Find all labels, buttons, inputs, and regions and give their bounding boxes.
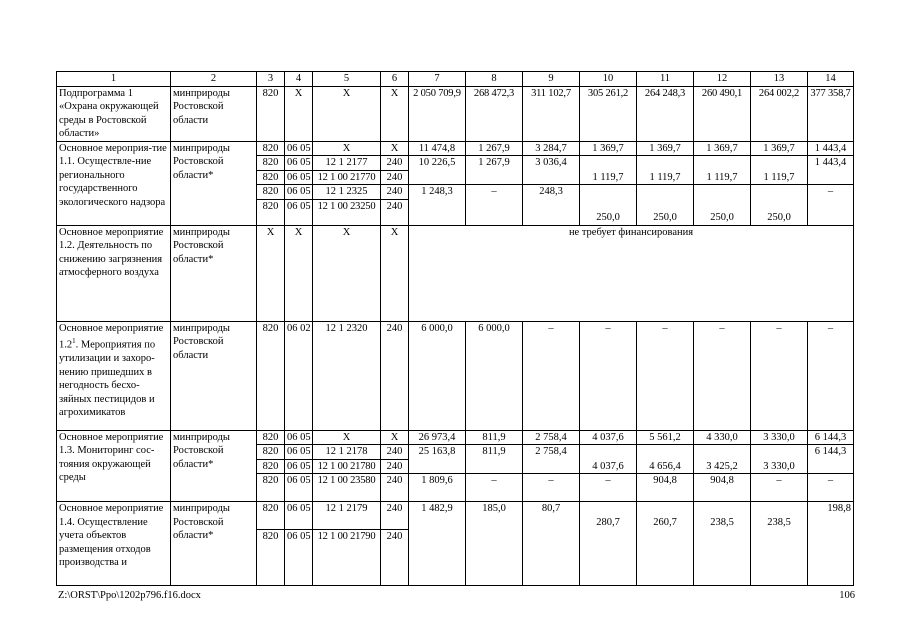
table-row bbox=[57, 225, 854, 321]
cell-grbs: X bbox=[257, 225, 285, 321]
cell-value: 1 369,7 bbox=[580, 141, 637, 156]
cell-value: 11 474,8 bbox=[409, 141, 466, 156]
cell-value: 260,7 bbox=[637, 502, 694, 586]
col-header: 5 bbox=[313, 72, 381, 87]
cell-value: 1 482,9 bbox=[409, 502, 466, 586]
cell-value: – bbox=[808, 474, 854, 502]
col-header: 10 bbox=[580, 72, 637, 87]
cell-rzpr: 06 05 bbox=[285, 474, 313, 502]
cell-value: 3 284,7 bbox=[523, 141, 580, 156]
cell-value: 1 443,4 bbox=[808, 156, 854, 185]
cell-vr: 240 bbox=[381, 445, 409, 460]
cell-grbs: 820 bbox=[257, 86, 285, 141]
cell-csr: 12 1 00 21790 bbox=[313, 530, 381, 586]
cell-csr: X bbox=[313, 141, 381, 156]
cell-grbs: 820 bbox=[257, 530, 285, 586]
cell-value: 268 472,3 bbox=[466, 86, 523, 141]
budget-table bbox=[56, 71, 854, 586]
cell-grbs: 820 bbox=[257, 170, 285, 185]
executor: минприроды Ростовской области bbox=[171, 86, 257, 141]
cell-value: – bbox=[808, 321, 854, 430]
cell-value: 1 809,6 bbox=[409, 474, 466, 502]
cell-grbs: 820 bbox=[257, 474, 285, 502]
item-name: Основное мероприя-тие 1.1. Осуществле-ние регионального государственного экологического надзора bbox=[57, 141, 171, 225]
table-row bbox=[57, 502, 854, 530]
cell-value: 3 036,4 bbox=[523, 156, 580, 185]
cell-vr: X bbox=[381, 225, 409, 321]
cell-value: 1 119,7 bbox=[694, 156, 751, 185]
cell-value: 1 119,7 bbox=[637, 156, 694, 185]
executor: минприроды Ростовской области bbox=[171, 321, 257, 430]
cell-value: 4 656,4 bbox=[637, 445, 694, 474]
cell-value: 238,5 bbox=[751, 502, 808, 586]
cell-rzpr: 06 05 bbox=[285, 199, 313, 225]
cell-value: – bbox=[466, 185, 523, 226]
col-header: 1 bbox=[57, 72, 171, 87]
cell-vr: 240 bbox=[381, 185, 409, 200]
cell-value: 260 490,1 bbox=[694, 86, 751, 141]
executor: минприроды Ростовской области* bbox=[171, 225, 257, 321]
cell-vr: X bbox=[381, 86, 409, 141]
cell-value: 238,5 bbox=[694, 502, 751, 586]
cell-value: 4 330,0 bbox=[694, 430, 751, 445]
file-path: Z:\ORST\Ppo\1202p796.f16.docx bbox=[58, 590, 201, 601]
executor: минприроды Ростовской области* bbox=[171, 430, 257, 502]
cell-csr: 12 1 00 23580 bbox=[313, 474, 381, 502]
col-header: 14 bbox=[808, 72, 854, 87]
cell-csr: 12 1 2177 bbox=[313, 156, 381, 171]
cell-value: 10 226,5 bbox=[409, 156, 466, 185]
cell-value: 264 248,3 bbox=[637, 86, 694, 141]
cell-grbs: 820 bbox=[257, 185, 285, 200]
cell-value: 3 425,2 bbox=[694, 445, 751, 474]
cell-value: – bbox=[751, 474, 808, 502]
cell-csr: 12 1 2178 bbox=[313, 445, 381, 460]
cell-value: – bbox=[580, 474, 637, 502]
cell-vr: X bbox=[381, 141, 409, 156]
table-row bbox=[57, 141, 854, 156]
cell-value: 5 561,2 bbox=[637, 430, 694, 445]
cell-rzpr: X bbox=[285, 86, 313, 141]
col-header: 3 bbox=[257, 72, 285, 87]
cell-vr: 240 bbox=[381, 502, 409, 530]
item-name-sup: 1 bbox=[72, 337, 76, 345]
cell-rzpr: 06 05 bbox=[285, 156, 313, 171]
col-header: 13 bbox=[751, 72, 808, 87]
cell-value: – bbox=[808, 185, 854, 226]
cell-value: – bbox=[523, 474, 580, 502]
item-name: Основное мероприятие 1.2. Деятельность по снижению загрязнения атмосферного воздуха bbox=[57, 225, 171, 321]
cell-value: – bbox=[580, 321, 637, 430]
cell-value: 1 267,9 bbox=[466, 156, 523, 185]
cell-value: 6 000,0 bbox=[466, 321, 523, 430]
cell-value: 2 758,4 bbox=[523, 430, 580, 445]
cell-value: 1 119,7 bbox=[751, 156, 808, 185]
cell-csr: 12 1 2179 bbox=[313, 502, 381, 530]
header-row bbox=[57, 72, 854, 87]
col-header: 2 bbox=[171, 72, 257, 87]
cell-value: 6 144,3 bbox=[808, 445, 854, 474]
cell-value: 248,3 bbox=[523, 185, 580, 226]
cell-csr: 12 1 00 21770 bbox=[313, 170, 381, 185]
cell-vr: 240 bbox=[381, 530, 409, 586]
cell-value: 198,8 bbox=[808, 502, 854, 586]
cell-rzpr: 06 05 bbox=[285, 430, 313, 445]
cell-grbs: 820 bbox=[257, 445, 285, 460]
cell-grbs: 820 bbox=[257, 459, 285, 474]
cell-value: – bbox=[694, 321, 751, 430]
page-number: 106 bbox=[839, 590, 855, 601]
cell-value: 250,0 bbox=[637, 185, 694, 226]
col-header: 7 bbox=[409, 72, 466, 87]
item-name bbox=[57, 321, 171, 430]
cell-value: – bbox=[751, 321, 808, 430]
cell-csr: 12 1 2320 bbox=[313, 321, 381, 430]
cell-value: 250,0 bbox=[751, 185, 808, 226]
cell-grbs: 820 bbox=[257, 141, 285, 156]
cell-csr: X bbox=[313, 225, 381, 321]
cell-csr: X bbox=[313, 430, 381, 445]
cell-value: 904,8 bbox=[694, 474, 751, 502]
cell-csr: X bbox=[313, 86, 381, 141]
cell-value: 264 002,2 bbox=[751, 86, 808, 141]
cell-value: 1 248,3 bbox=[409, 185, 466, 226]
cell-value: 377 358,7 bbox=[808, 86, 854, 141]
col-header: 12 bbox=[694, 72, 751, 87]
cell-rzpr: 06 05 bbox=[285, 445, 313, 460]
no-funding-note: не требует финансирования bbox=[409, 225, 854, 321]
cell-rzpr: 06 05 bbox=[285, 141, 313, 156]
table-row bbox=[57, 430, 854, 445]
cell-vr: 240 bbox=[381, 474, 409, 502]
cell-value: 4 037,6 bbox=[580, 430, 637, 445]
cell-grbs: 820 bbox=[257, 156, 285, 171]
cell-grbs: 820 bbox=[257, 430, 285, 445]
item-name-text: Основное мероприятие 1.2 bbox=[59, 322, 164, 351]
cell-grbs: 820 bbox=[257, 502, 285, 530]
cell-value: 185,0 bbox=[466, 502, 523, 586]
cell-value: 311 102,7 bbox=[523, 86, 580, 141]
cell-value: – bbox=[637, 321, 694, 430]
cell-value: 1 267,9 bbox=[466, 141, 523, 156]
cell-value: – bbox=[523, 321, 580, 430]
col-header: 6 bbox=[381, 72, 409, 87]
cell-value: 25 163,8 bbox=[409, 445, 466, 474]
cell-value: 250,0 bbox=[694, 185, 751, 226]
cell-value: 80,7 bbox=[523, 502, 580, 586]
cell-value: – bbox=[466, 474, 523, 502]
cell-grbs: 820 bbox=[257, 199, 285, 225]
table-row bbox=[57, 86, 854, 141]
cell-grbs: 820 bbox=[257, 321, 285, 430]
table-row bbox=[57, 321, 854, 430]
cell-value: 811,9 bbox=[466, 430, 523, 445]
item-name-rest: . Мероприятия по утилизации и захоро-нению пришедших в негодность бесхо-зяйных пестицидов и агрохимикатов bbox=[59, 339, 156, 418]
col-header: 9 bbox=[523, 72, 580, 87]
cell-value: 1 369,7 bbox=[637, 141, 694, 156]
cell-value: 305 261,2 bbox=[580, 86, 637, 141]
cell-vr: 240 bbox=[381, 156, 409, 171]
cell-vr: 240 bbox=[381, 459, 409, 474]
cell-value: 904,8 bbox=[637, 474, 694, 502]
cell-value: 1 443,4 bbox=[808, 141, 854, 156]
executor: минприроды Ростовской области* bbox=[171, 141, 257, 225]
cell-rzpr: 06 05 bbox=[285, 170, 313, 185]
cell-csr: 12 1 00 23250 bbox=[313, 199, 381, 225]
cell-rzpr: 06 05 bbox=[285, 502, 313, 530]
item-name: Основное мероприятие 1.4. Осуществление учета объектов размещения отходов производства и bbox=[57, 502, 171, 586]
col-header: 4 bbox=[285, 72, 313, 87]
cell-rzpr: 06 02 bbox=[285, 321, 313, 430]
cell-value: 2 758,4 bbox=[523, 445, 580, 474]
cell-value: 250,0 bbox=[580, 185, 637, 226]
item-name: Основное мероприятие 1.3. Мониторинг сос-тояния окружающей среды bbox=[57, 430, 171, 502]
col-header: 11 bbox=[637, 72, 694, 87]
cell-value: 2 050 709,9 bbox=[409, 86, 466, 141]
cell-rzpr: 06 05 bbox=[285, 185, 313, 200]
cell-value: 811,9 bbox=[466, 445, 523, 474]
cell-rzpr: X bbox=[285, 225, 313, 321]
cell-vr: 240 bbox=[381, 170, 409, 185]
cell-vr: 240 bbox=[381, 321, 409, 430]
executor: минприроды Ростовской области* bbox=[171, 502, 257, 586]
cell-csr: 12 1 00 21780 bbox=[313, 459, 381, 474]
cell-value: 280,7 bbox=[580, 502, 637, 586]
item-name: Подпрограмма 1 «Охрана окружающей среды в Ростовской области» bbox=[57, 86, 171, 141]
cell-value: 3 330,0 bbox=[751, 445, 808, 474]
cell-csr: 12 1 2325 bbox=[313, 185, 381, 200]
cell-value: 6 144,3 bbox=[808, 430, 854, 445]
cell-value: 1 369,7 bbox=[694, 141, 751, 156]
cell-vr: X bbox=[381, 430, 409, 445]
cell-value: 26 973,4 bbox=[409, 430, 466, 445]
cell-value: 1 369,7 bbox=[751, 141, 808, 156]
cell-value: 6 000,0 bbox=[409, 321, 466, 430]
cell-value: 4 037,6 bbox=[580, 445, 637, 474]
col-header: 8 bbox=[466, 72, 523, 87]
cell-rzpr: 06 05 bbox=[285, 459, 313, 474]
cell-vr: 240 bbox=[381, 199, 409, 225]
cell-value: 3 330,0 bbox=[751, 430, 808, 445]
cell-value: 1 119,7 bbox=[580, 156, 637, 185]
cell-rzpr: 06 05 bbox=[285, 530, 313, 586]
